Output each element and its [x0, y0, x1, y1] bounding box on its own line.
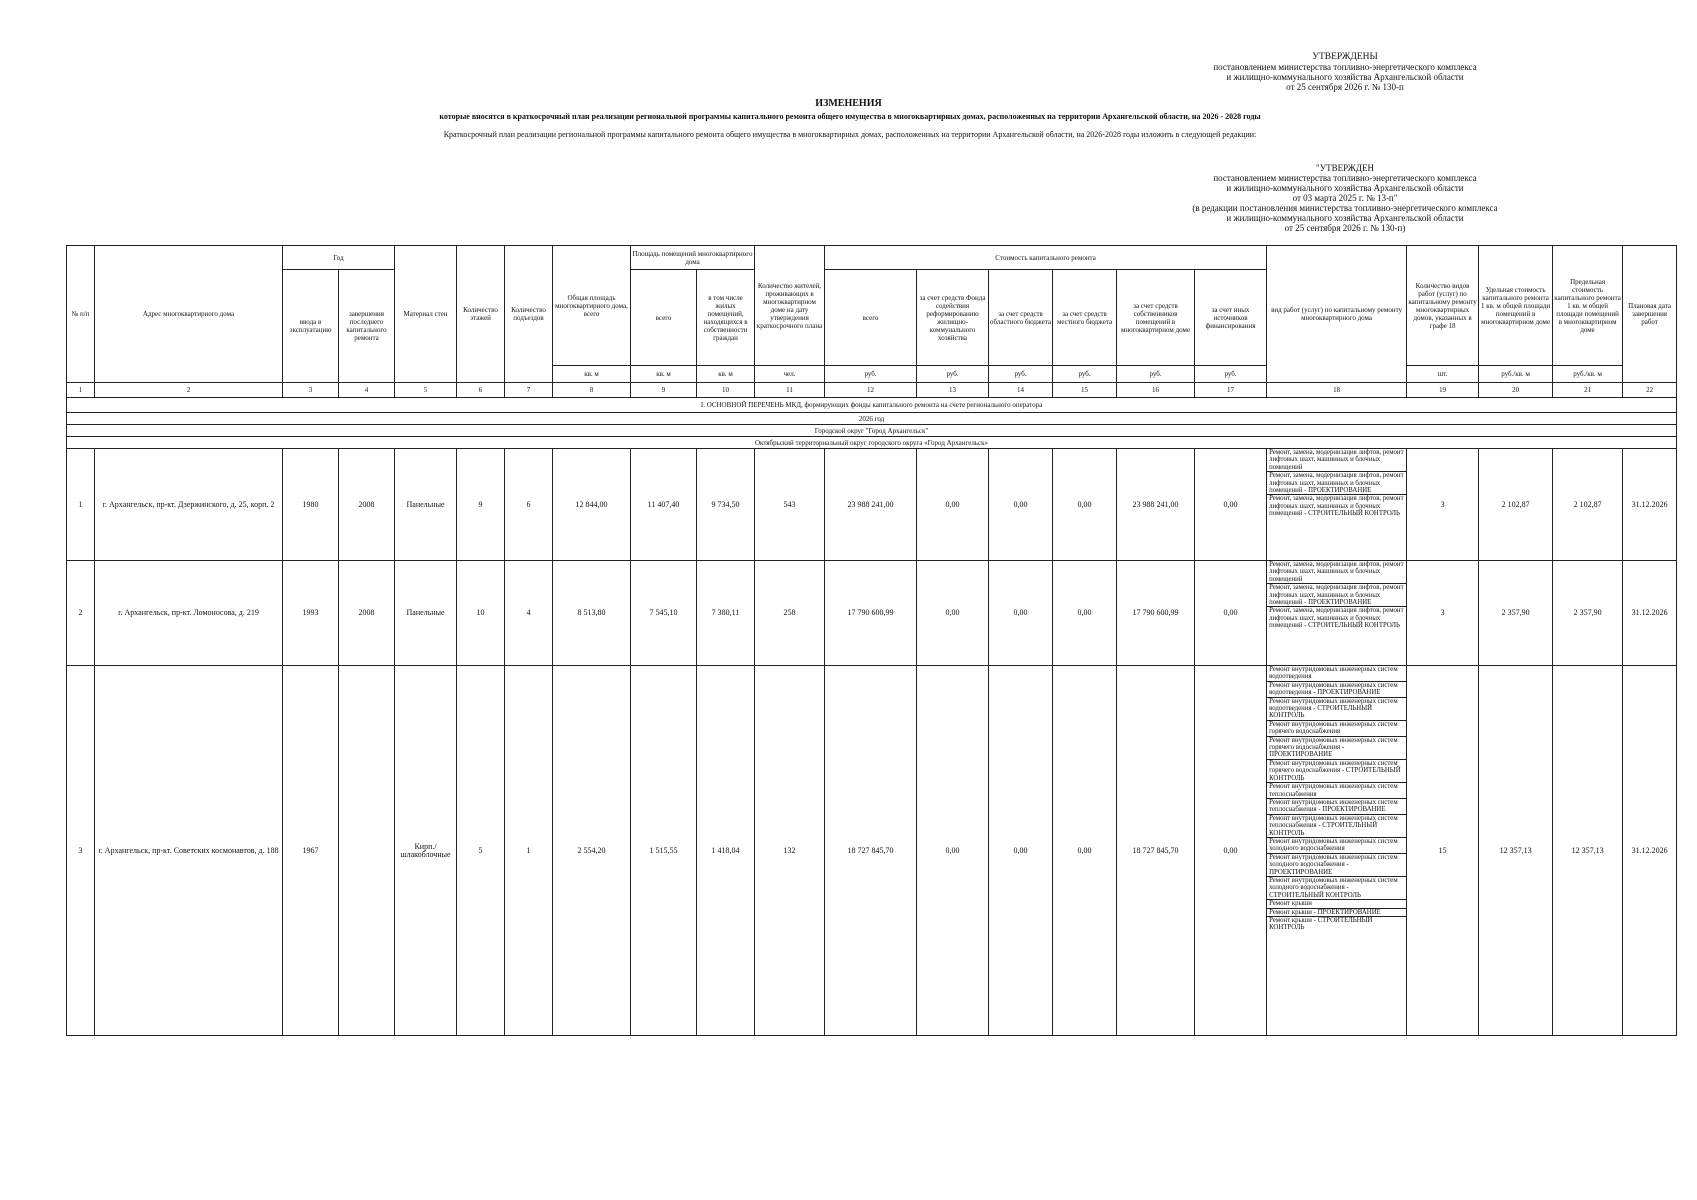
cell-cost-region: 0,00 [989, 449, 1053, 561]
cell-cost-other: 0,00 [1195, 666, 1267, 1036]
cell-premises-all: 11 407,40 [631, 449, 697, 561]
approval-block-top [1180, 52, 1510, 92]
col-header-residents: Количество жителей, проживающих в многоквартирном доме на дату утверждения краткосрочного плана [755, 246, 825, 366]
cell-premises-owned: 1 418,04 [697, 666, 755, 1036]
col-number: 5 [395, 383, 457, 398]
work-item: Ремонт внутридомовых инженерных систем горячего водоснабжения [1267, 721, 1406, 737]
column-number-row [67, 383, 1677, 398]
work-item: Ремонт внутридомовых инженерных систем водоотведения - СТРОИТЕЛЬНЫЙ КОНТРОЛЬ [1267, 698, 1406, 721]
col-header-cost-region: за счет средств областного бюджета [989, 270, 1053, 366]
col-header-year-last: завершения последнего капитального ремонта [339, 270, 395, 383]
col-number: 8 [553, 383, 631, 398]
col-header-address: Адрес многоквартирного дома [95, 246, 283, 383]
work-item: Ремонт, замена, модернизация лифтов, ремонт лифтовых шахт, машинных и блочных помещений - ПРОЕКТИРОВАНИЕ [1267, 472, 1406, 495]
cell-num: 3 [67, 666, 95, 1036]
col-number: 7 [505, 383, 553, 398]
approval-line: и жилищно-коммунального хозяйства Архангельской области [1226, 72, 1464, 82]
unit-cell: чел. [755, 366, 825, 383]
col-number: 21 [1553, 383, 1623, 398]
cell-premises-owned: 9 734,50 [697, 449, 755, 561]
cell-floors: 9 [457, 449, 505, 561]
cell-max-cost: 2 102,87 [1553, 449, 1623, 561]
cell-unit-cost: 2 357,90 [1479, 561, 1553, 666]
cell-work-count: 15 [1407, 666, 1479, 1036]
col-number: 15 [1053, 383, 1117, 398]
cell-year-last: 2008 [339, 449, 395, 561]
section-heading-main: I. ОСНОВНОЙ ПЕРЕЧЕНЬ МКД, формирующих фонды капитального ремонта на счете регионального оператора [67, 398, 1677, 413]
cell-premises-owned: 7 380,11 [697, 561, 755, 666]
cell-num: 2 [67, 561, 95, 666]
approval-line: от 03 марта 2025 г. № 13-п" [1292, 193, 1398, 203]
unit-cell: руб. [1053, 366, 1117, 383]
cell-cost-local: 0,00 [1053, 561, 1117, 666]
col-number: 6 [457, 383, 505, 398]
cell-cost-fund: 0,00 [917, 449, 989, 561]
work-item: Ремонт, замена, модернизация лифтов, ремонт лифтовых шахт, машинных и блочных помещений - ПРОЕКТИРОВАНИЕ [1267, 584, 1406, 607]
work-item: Ремонт крыши - СТРОИТЕЛЬНЫЙ КОНТРОЛЬ [1269, 917, 1373, 932]
col-header-cost-all: всего [825, 270, 917, 366]
cell-cost-other: 0,00 [1195, 561, 1267, 666]
cell-cost-local: 0,00 [1053, 666, 1117, 1036]
unit-cell: руб. [825, 366, 917, 383]
col-number: 16 [1117, 383, 1195, 398]
doc-title: ИЗМЕНЕНИЯ [815, 98, 882, 109]
unit-cell: шт. [1407, 366, 1479, 383]
col-header-cost-other: за счет иных источников финансирования [1195, 270, 1267, 366]
work-item: Ремонт внутридомовых инженерных систем холодного водоснабжения [1267, 838, 1406, 854]
col-header-wall: Материал стен [395, 246, 457, 383]
col-header-year-built: ввода в эксплуатацию [283, 270, 339, 383]
cell-cost-owners: 17 790 600,99 [1117, 561, 1195, 666]
cell-cost-region: 0,00 [989, 561, 1053, 666]
col-number: 19 [1407, 383, 1479, 398]
doc-subtitle: которые вносятся в краткосрочный план реализации региональной программы капитального ремонта общего имущества в многоквартирных домах, расположенных на территории Архангельской области, на 2026 - 2028 годы [439, 112, 1261, 121]
cell-total-area: 8 513,80 [553, 561, 631, 666]
cell-residents: 543 [755, 449, 825, 561]
cell-residents: 132 [755, 666, 825, 1036]
table-row [67, 449, 1677, 561]
cell-work-count: 3 [1407, 449, 1479, 561]
approval-block-second [1170, 163, 1520, 233]
col-header-cost-owners: за счет средств собственников помещений в многоквартирном доме [1117, 270, 1195, 366]
work-item: Ремонт внутридомовых инженерных систем водоотведения [1267, 666, 1406, 682]
table-row [67, 561, 1677, 666]
section-heading-year: 2026 год [67, 413, 1677, 425]
unit-cell: руб./кв. м [1479, 366, 1553, 383]
cell-cost-local: 0,00 [1053, 449, 1117, 561]
approval-line: и жилищно-коммунального хозяйства Архангельской области [1226, 183, 1464, 193]
col-header-cost-fund: за счет средств Фонда содействия реформированию жилищно-коммунального хозяйства [917, 270, 989, 366]
col-header-total-area: Общая площадь многоквартирного дома, всего [553, 246, 631, 366]
table-row [67, 666, 1677, 1036]
col-header-floors: Количество этажей [457, 246, 505, 383]
cell-address: г. Архангельск, пр-кт. Советских космонавтов, д. 188 [95, 666, 283, 1036]
col-header-num: № п/п [67, 246, 95, 383]
cell-unit-cost: 2 102,87 [1479, 449, 1553, 561]
cell-wall: Панельные [395, 561, 457, 666]
col-number: 11 [755, 383, 825, 398]
cell-year-last [339, 666, 395, 1036]
cell-year-last: 2008 [339, 561, 395, 666]
approval-line: постановлением министерства топливно-энергетического комплекса [1213, 62, 1477, 72]
unit-cell: кв. м [553, 366, 631, 383]
unit-cell: руб./кв. м [1553, 366, 1623, 383]
capital-repair-table [66, 245, 1677, 1036]
cell-cost-all: 18 727 845,70 [825, 666, 917, 1036]
cell-wall: Кирп./шлакоблочные [395, 666, 457, 1036]
doc-intro: Краткосрочный план реализации региональной программы капитального ремонта общего имущества в многоквартирных домах, расположенных на территории Архангельской области, на 2026-2028 годы изложить в следующей редакции: [443, 130, 1257, 139]
unit-cell: руб. [1117, 366, 1195, 383]
cell-max-cost: 12 357,13 [1553, 666, 1623, 1036]
cell-year-built: 1993 [283, 561, 339, 666]
cell-deadline: 31.12.2026 [1623, 561, 1677, 666]
col-number: 10 [697, 383, 755, 398]
approval-line: от 25 сентября 2026 г. № 130-п [1286, 82, 1404, 92]
approval-title: "УТВЕРЖДЕН [1316, 163, 1374, 173]
work-item: Ремонт внутридомовых инженерных систем горячего водоснабжения - ПРОЕКТИРОВАНИЕ [1267, 737, 1406, 760]
cell-floors: 5 [457, 666, 505, 1036]
cell-deadline: 31.12.2026 [1623, 449, 1677, 561]
col-header-cost-group: Стоимость капитального ремонта [825, 246, 1267, 270]
col-number: 3 [283, 383, 339, 398]
cell-address: г. Архангельск, пр-кт. Дзержинского, д. 25, корп. 2 [95, 449, 283, 561]
cell-cost-all: 23 988 241,00 [825, 449, 917, 561]
cell-works [1267, 449, 1407, 561]
cell-entrances: 6 [505, 449, 553, 561]
approval-line: и жилищно-коммунального хозяйства Архангельской области [1226, 213, 1464, 223]
col-header-work-type: вид работ (услуг) по капитальному ремонту многоквартирного дома [1267, 246, 1407, 383]
work-item: Ремонт крыши - ПРОЕКТИРОВАНИЕ [1267, 909, 1406, 917]
section-heading-subdistrict: Октябрьский территориальный округ городского округа «Город Архангельск» [67, 437, 1677, 449]
cell-address: г. Архангельск, пр-кт. Ломоносова, д. 219 [95, 561, 283, 666]
work-item: Ремонт внутридомовых инженерных систем холодного водоснабжения - СТРОИТЕЛЬНЫЙ КОНТРОЛЬ [1267, 877, 1406, 900]
cell-cost-other: 0,00 [1195, 449, 1267, 561]
col-header-work-count: Количество видов работ (услуг) по капитальному ремонту многоквартирных домов, указанных в графе 18 [1407, 246, 1479, 366]
cell-residents: 258 [755, 561, 825, 666]
cell-deadline: 31.12.2026 [1623, 666, 1677, 1036]
col-number: 22 [1623, 383, 1677, 398]
col-header-premises-owned: в том числе жилых помещений, находящихся в собственности граждан [697, 270, 755, 366]
col-number: 18 [1267, 383, 1407, 398]
col-number: 14 [989, 383, 1053, 398]
cell-cost-owners: 18 727 845,70 [1117, 666, 1195, 1036]
col-header-deadline: Плановая дата завершения работ [1623, 246, 1677, 383]
cell-cost-fund: 0,00 [917, 666, 989, 1036]
col-number: 9 [631, 383, 697, 398]
col-number: 13 [917, 383, 989, 398]
work-item: Ремонт крыши [1267, 900, 1406, 908]
cell-cost-all: 17 790 600,99 [825, 561, 917, 666]
work-item: Ремонт внутридомовых инженерных систем теплоснабжения [1267, 783, 1406, 799]
cell-entrances: 4 [505, 561, 553, 666]
cell-cost-owners: 23 988 241,00 [1117, 449, 1195, 561]
col-header-year-group: Год [283, 246, 395, 270]
col-number: 2 [95, 383, 283, 398]
work-item: Ремонт внутридомовых инженерных систем теплоснабжения - СТРОИТЕЛЬНЫЙ КОНТРОЛЬ [1267, 815, 1406, 838]
cell-premises-all: 7 545,10 [631, 561, 697, 666]
work-list [1267, 449, 1406, 518]
unit-cell: кв. м [697, 366, 755, 383]
col-header-max-cost: Предельная стоимость капитального ремонта 1 кв. м общей площади помещений в многоквартирном доме [1553, 246, 1623, 366]
work-item: Ремонт, замена, модернизация лифтов, ремонт лифтовых шахт, машинных и блочных помещений - СТРОИТЕЛЬНЫЙ КОНТРОЛЬ [1269, 607, 1404, 630]
work-item: Ремонт внутридомовых инженерных систем теплоснабжения - ПРОЕКТИРОВАНИЕ [1267, 799, 1406, 815]
cell-entrances: 1 [505, 666, 553, 1036]
cell-num: 1 [67, 449, 95, 561]
cell-wall: Панельные [395, 449, 457, 561]
cell-unit-cost: 12 357,13 [1479, 666, 1553, 1036]
work-item: Ремонт внутридомовых инженерных систем водоотведения - ПРОЕКТИРОВАНИЕ [1267, 682, 1406, 698]
approval-line: постановлением министерства топливно-энергетического комплекса [1213, 173, 1477, 183]
work-item: Ремонт, замена, модернизация лифтов, ремонт лифтовых шахт, машинных и блочных помещений [1267, 561, 1406, 584]
work-list [1267, 666, 1406, 932]
unit-cell: руб. [1195, 366, 1267, 383]
cell-premises-all: 1 515,55 [631, 666, 697, 1036]
col-header-entrances: Количество подъездов [505, 246, 553, 383]
approval-line: от 25 сентября 2026 г. № 130-п) [1284, 223, 1406, 233]
cell-works [1267, 666, 1407, 1036]
cell-year-built: 1967 [283, 666, 339, 1036]
cell-work-count: 3 [1407, 561, 1479, 666]
cell-year-built: 1980 [283, 449, 339, 561]
cell-floors: 10 [457, 561, 505, 666]
col-header-premises-group: Площадь помещений многоквартирного дома [631, 246, 755, 270]
unit-cell: руб. [989, 366, 1053, 383]
col-header-unit-cost: Удельная стоимость капитального ремонта 1 кв. м общей площади помещений в многоквартирном доме [1479, 246, 1553, 366]
cell-max-cost: 2 357,90 [1553, 561, 1623, 666]
work-item: Ремонт внутридомовых инженерных систем горячего водоснабжения - СТРОИТЕЛЬНЫЙ КОНТРОЛЬ [1267, 760, 1406, 783]
unit-cell: кв. м [631, 366, 697, 383]
work-item: Ремонт внутридомовых инженерных систем холодного водоснабжения - ПРОЕКТИРОВАНИЕ [1267, 854, 1406, 877]
approval-title: УТВЕРЖДЕНЫ [1312, 52, 1378, 62]
col-header-cost-local: за счет средств местного бюджета [1053, 270, 1117, 366]
work-list [1267, 561, 1406, 630]
cell-cost-fund: 0,00 [917, 561, 989, 666]
section-heading-district: Городской округ "Город Архангельск" [67, 425, 1677, 437]
cell-cost-region: 0,00 [989, 666, 1053, 1036]
cell-works [1267, 561, 1407, 666]
work-item: Ремонт, замена, модернизация лифтов, ремонт лифтовых шахт, машинных и блочных помещений - СТРОИТЕЛЬНЫЙ КОНТРОЛЬ [1269, 495, 1404, 518]
col-number: 17 [1195, 383, 1267, 398]
work-item: Ремонт, замена, модернизация лифтов, ремонт лифтовых шахт, машинных и блочных помещений [1267, 449, 1406, 472]
approval-line: (в редакции постановления министерства топливно-энергетического комплекса [1192, 203, 1498, 213]
cell-total-area: 2 554,20 [553, 666, 631, 1036]
cell-total-area: 12 844,00 [553, 449, 631, 561]
col-header-premises-all: всего [631, 270, 697, 366]
col-number: 4 [339, 383, 395, 398]
col-number: 12 [825, 383, 917, 398]
col-number: 1 [67, 383, 95, 398]
unit-cell: руб. [917, 366, 989, 383]
col-number: 20 [1479, 383, 1553, 398]
